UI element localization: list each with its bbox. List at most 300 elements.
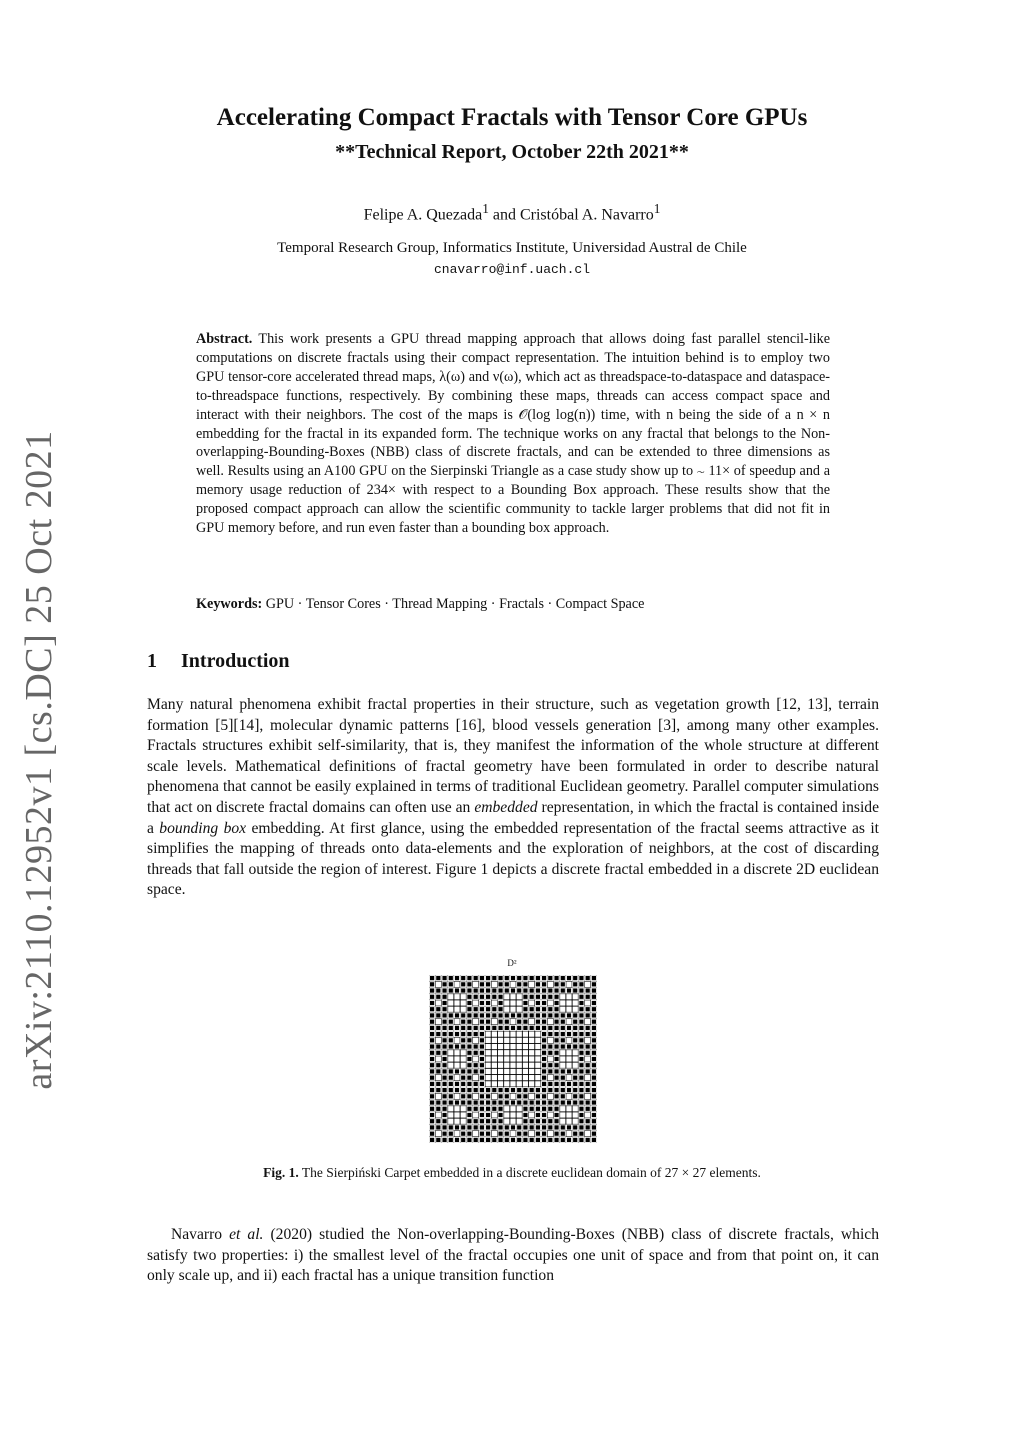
carpet-cell-filled <box>535 1000 540 1005</box>
carpet-cell-empty <box>548 1019 553 1024</box>
carpet-cell-filled <box>560 1088 565 1093</box>
carpet-cell-empty <box>436 1094 441 1099</box>
carpet-cell-empty <box>548 1112 553 1117</box>
carpet-cell-filled <box>473 1025 478 1030</box>
carpet-cell-empty <box>585 1038 590 1043</box>
carpet-cell-filled <box>467 976 472 981</box>
carpet-cell-filled <box>560 1094 565 1099</box>
carpet-cell-empty <box>566 1007 571 1012</box>
carpet-cell-empty <box>436 1112 441 1117</box>
carpet-cell-filled <box>591 976 596 981</box>
carpet-cell-filled <box>523 1025 528 1030</box>
carpet-cell-filled <box>591 1125 596 1130</box>
carpet-cell-empty <box>560 1056 565 1061</box>
carpet-cell-filled <box>498 1094 503 1099</box>
carpet-cell-filled <box>436 1100 441 1105</box>
carpet-cell-filled <box>591 1075 596 1080</box>
carpet-cell-empty <box>566 994 571 999</box>
carpet-cell-empty <box>473 1112 478 1117</box>
carpet-cell-filled <box>461 1025 466 1030</box>
carpet-cell-empty <box>548 1094 553 1099</box>
carpet-cell-empty <box>448 1056 453 1061</box>
carpet-cell-filled <box>554 988 559 993</box>
carpet-cell-filled <box>548 976 553 981</box>
carpet-cell-filled <box>473 988 478 993</box>
carpet-cell-empty <box>485 1075 490 1080</box>
carpet-cell-filled <box>492 1125 497 1130</box>
carpet-cell-filled <box>479 1088 484 1093</box>
carpet-cell-filled <box>554 982 559 987</box>
carpet-cell-filled <box>498 1131 503 1136</box>
carpet-cell-filled <box>591 1081 596 1086</box>
carpet-cell-filled <box>430 1112 435 1117</box>
section-number: 1 <box>147 650 157 672</box>
carpet-cell-filled <box>461 1100 466 1105</box>
carpet-cell-empty <box>510 1131 515 1136</box>
carpet-cell-empty <box>517 1050 522 1055</box>
carpet-cell-filled <box>467 1038 472 1043</box>
carpet-cell-filled <box>467 1112 472 1117</box>
carpet-cell-filled <box>467 994 472 999</box>
carpet-cell-filled <box>591 1032 596 1037</box>
carpet-cell-filled <box>523 1112 528 1117</box>
carpet-cell-empty <box>535 1031 540 1036</box>
carpet-cell-empty <box>448 1106 453 1111</box>
carpet-cell-filled <box>548 1069 553 1074</box>
carpet-cell-empty <box>560 1000 565 1005</box>
carpet-cell-filled <box>548 1088 553 1093</box>
carpet-cell-filled <box>542 1119 547 1124</box>
carpet-cell-filled <box>442 1013 447 1018</box>
carpet-cell-filled <box>585 1069 590 1074</box>
carpet-cell-filled <box>573 1013 578 1018</box>
carpet-cell-filled <box>554 1075 559 1080</box>
carpet-cell-filled <box>486 988 491 993</box>
carpet-cell-filled <box>566 1044 571 1049</box>
carpet-cell-filled <box>542 982 547 987</box>
carpet-cell-filled <box>591 1013 596 1018</box>
carpet-cell-filled <box>504 1094 509 1099</box>
carpet-cell-filled <box>535 1094 540 1099</box>
carpet-cell-empty <box>517 994 522 999</box>
para-text: representation, in which the fractal is contained inside a <box>147 798 880 837</box>
carpet-cell-empty <box>498 1031 503 1036</box>
author-1: Felipe A. Quezada <box>363 206 483 224</box>
carpet-cell-empty <box>585 1056 590 1061</box>
carpet-cell-filled <box>461 1019 466 1024</box>
carpet-cell-filled <box>517 1025 522 1030</box>
carpet-cell-empty <box>585 1000 590 1005</box>
carpet-cell-filled <box>542 1088 547 1093</box>
carpet-cell-filled <box>498 1137 503 1142</box>
carpet-cell-filled <box>523 994 528 999</box>
carpet-cell-filled <box>535 1137 540 1142</box>
carpet-cell-filled <box>542 1013 547 1018</box>
carpet-cell-filled <box>473 976 478 981</box>
carpet-cell-empty <box>504 1038 509 1043</box>
carpet-cell-filled <box>542 994 547 999</box>
carpet-cell-filled <box>430 1044 435 1049</box>
carpet-cell-filled <box>448 976 453 981</box>
carpet-cell-filled <box>560 1025 565 1030</box>
carpet-cell-empty <box>492 982 497 987</box>
carpet-cell-filled <box>442 1131 447 1136</box>
carpet-cell-empty <box>566 1106 571 1111</box>
carpet-cell-filled <box>430 976 435 981</box>
carpet-cell-filled <box>498 1125 503 1130</box>
carpet-cell-empty <box>510 1031 515 1036</box>
carpet-cell-filled <box>442 1081 447 1086</box>
carpet-cell-filled <box>585 1125 590 1130</box>
carpet-cell-filled <box>486 1131 491 1136</box>
carpet-cell-empty <box>492 1038 497 1043</box>
carpet-cell-filled <box>585 1063 590 1068</box>
carpet-cell-empty <box>454 1038 459 1043</box>
carpet-cell-filled <box>486 1100 491 1105</box>
carpet-cell-filled <box>517 982 522 987</box>
carpet-cell-filled <box>523 1094 528 1099</box>
carpet-cell-filled <box>467 982 472 987</box>
carpet-cell-filled <box>498 1088 503 1093</box>
carpet-cell-filled <box>473 1137 478 1142</box>
carpet-cell-empty <box>504 1081 509 1086</box>
carpet-cell-empty <box>573 1119 578 1124</box>
carpet-cell-empty <box>498 1069 503 1074</box>
carpet-cell-filled <box>585 1044 590 1049</box>
carpet-cell-filled <box>510 1025 515 1030</box>
carpet-cell-filled <box>442 1025 447 1030</box>
carpet-cell-filled <box>436 1007 441 1012</box>
carpet-cell-filled <box>467 1119 472 1124</box>
carpet-cell-filled <box>436 1032 441 1037</box>
carpet-cell-filled <box>517 1131 522 1136</box>
carpet-cell-filled <box>454 1032 459 1037</box>
carpet-cell-empty <box>573 1063 578 1068</box>
carpet-cell-empty <box>573 1106 578 1111</box>
carpet-cell-empty <box>448 1119 453 1124</box>
carpet-cell-filled <box>591 1050 596 1055</box>
carpet-cell-empty <box>436 1131 441 1136</box>
carpet-cell-filled <box>461 1125 466 1130</box>
carpet-cell-filled <box>542 1063 547 1068</box>
carpet-cell-filled <box>579 1019 584 1024</box>
carpet-cell-filled <box>523 1100 528 1105</box>
carpet-cell-empty <box>461 1007 466 1012</box>
keywords <box>196 596 830 613</box>
carpet-cell-filled <box>498 1100 503 1105</box>
carpet-cell-filled <box>566 1032 571 1037</box>
carpet-cell-filled <box>542 1137 547 1142</box>
carpet-cell-filled <box>486 1125 491 1130</box>
carpet-cell-filled <box>579 1106 584 1111</box>
carpet-cell-filled <box>517 1013 522 1018</box>
carpet-cell-empty <box>535 1063 540 1068</box>
carpet-cell-empty <box>566 1075 571 1080</box>
carpet-cell-filled <box>430 1019 435 1024</box>
carpet-cell-empty <box>461 1063 466 1068</box>
carpet-cell-filled <box>504 982 509 987</box>
carpet-cell-empty <box>492 1050 497 1055</box>
carpet-cell-filled <box>461 982 466 987</box>
carpet-cell-filled <box>554 1063 559 1068</box>
carpet-cell-filled <box>535 1106 540 1111</box>
carpet-cell-empty <box>454 1050 459 1055</box>
carpet-cell-empty <box>566 1063 571 1068</box>
carpet-cell-filled <box>473 1050 478 1055</box>
carpet-cell-filled <box>430 1025 435 1030</box>
carpet-cell-filled <box>436 1044 441 1049</box>
carpet-cell-empty <box>504 1031 509 1036</box>
carpet-cell-empty <box>498 1038 503 1043</box>
carpet-cell-filled <box>430 1038 435 1043</box>
carpet-cell-filled <box>430 994 435 999</box>
carpet-cell-filled <box>542 1125 547 1130</box>
carpet-cell-filled <box>554 1032 559 1037</box>
carpet-cell-empty <box>436 982 441 987</box>
carpet-cell-filled <box>442 1063 447 1068</box>
carpet-cell-filled <box>448 982 453 987</box>
carpet-cell-filled <box>523 988 528 993</box>
carpet-cell-empty <box>454 1056 459 1061</box>
carpet-cell-filled <box>430 1063 435 1068</box>
carpet-cell-filled <box>585 988 590 993</box>
carpet-cell-filled <box>554 1056 559 1061</box>
carpet-cell-filled <box>430 1007 435 1012</box>
carpet-cell-filled <box>566 1100 571 1105</box>
carpet-cell-empty <box>485 1063 490 1068</box>
carpet-cell-filled <box>566 1137 571 1142</box>
carpet-cell-filled <box>548 1007 553 1012</box>
carpet-cell-empty <box>523 1075 528 1080</box>
carpet-cell-empty <box>548 1000 553 1005</box>
carpet-cell-filled <box>473 1069 478 1074</box>
carpet-cell-filled <box>486 1019 491 1024</box>
carpet-cell-filled <box>548 1081 553 1086</box>
carpet-cell-empty <box>523 1056 528 1061</box>
carpet-cell-filled <box>492 1088 497 1093</box>
carpet-cell-filled <box>579 982 584 987</box>
carpet-cell-empty <box>517 1007 522 1012</box>
carpet-cell-filled <box>486 1013 491 1018</box>
carpet-cell-filled <box>486 982 491 987</box>
carpet-cell-filled <box>560 1019 565 1024</box>
carpet-cell-filled <box>486 1088 491 1093</box>
carpet-cell-empty <box>529 1019 534 1024</box>
carpet-cell-filled <box>442 1088 447 1093</box>
carpet-cell-empty <box>529 1044 534 1049</box>
carpet-cell-empty <box>560 1063 565 1068</box>
carpet-cell-filled <box>467 1131 472 1136</box>
carpet-cell-filled <box>573 1125 578 1130</box>
carpet-cell-empty <box>498 1050 503 1055</box>
carpet-cell-filled <box>542 1112 547 1117</box>
carpet-cell-filled <box>467 1063 472 1068</box>
carpet-cell-filled <box>479 1019 484 1024</box>
carpet-cell-filled <box>523 1131 528 1136</box>
carpet-cell-filled <box>436 1025 441 1030</box>
carpet-cell-filled <box>591 1000 596 1005</box>
carpet-cell-filled <box>566 1081 571 1086</box>
carpet-cell-empty <box>560 1119 565 1124</box>
carpet-cell-empty <box>454 1112 459 1117</box>
section-heading <box>147 650 290 673</box>
carpet-cell-filled <box>510 1013 515 1018</box>
carpet-cell-filled <box>442 1075 447 1080</box>
carpet-cell-filled <box>467 1044 472 1049</box>
carpet-cell-empty <box>454 1075 459 1080</box>
carpet-cell-filled <box>554 1013 559 1018</box>
carpet-cell-filled <box>591 1119 596 1124</box>
carpet-cell-filled <box>517 1088 522 1093</box>
carpet-cell-filled <box>479 982 484 987</box>
carpet-cell-filled <box>467 1056 472 1061</box>
carpet-cell-filled <box>579 1032 584 1037</box>
carpet-cell-filled <box>591 1056 596 1061</box>
carpet-cell-filled <box>535 1025 540 1030</box>
carpet-cell-filled <box>573 1032 578 1037</box>
carpet-cell-empty <box>485 1050 490 1055</box>
carpet-cell-empty <box>510 1069 515 1074</box>
carpet-cell-filled <box>442 1044 447 1049</box>
carpet-cell-filled <box>467 1050 472 1055</box>
carpet-cell-filled <box>467 1032 472 1037</box>
carpet-cell-empty <box>492 1031 497 1036</box>
carpet-cell-empty <box>510 982 515 987</box>
carpet-cell-filled <box>579 1050 584 1055</box>
carpet-cell-filled <box>585 1007 590 1012</box>
carpet-cell-filled <box>498 1019 503 1024</box>
author-separator: and <box>488 206 520 224</box>
carpet-cell-filled <box>517 1019 522 1024</box>
author-line <box>0 201 1024 224</box>
carpet-cell-filled <box>448 988 453 993</box>
carpet-cell-filled <box>510 1100 515 1105</box>
carpet-cell-filled <box>436 1119 441 1124</box>
carpet-cell-filled <box>542 1106 547 1111</box>
carpet-cell-filled <box>579 1081 584 1086</box>
carpet-cell-empty <box>573 1112 578 1117</box>
carpet-cell-filled <box>461 976 466 981</box>
carpet-cell-filled <box>510 988 515 993</box>
carpet-cell-filled <box>560 1044 565 1049</box>
carpet-cell-filled <box>498 976 503 981</box>
carpet-cell-filled <box>442 1050 447 1055</box>
carpet-cell-empty <box>485 1081 490 1086</box>
carpet-cell-filled <box>529 976 534 981</box>
carpet-cell-empty <box>560 1007 565 1012</box>
carpet-cell-filled <box>554 1088 559 1093</box>
carpet-cell-empty <box>548 1038 553 1043</box>
carpet-cell-filled <box>461 988 466 993</box>
carpet-cell-filled <box>454 1069 459 1074</box>
carpet-cell-empty <box>566 1000 571 1005</box>
carpet-cell-empty <box>473 1094 478 1099</box>
carpet-cell-empty <box>448 1000 453 1005</box>
carpet-cell-empty <box>585 1094 590 1099</box>
carpet-cell-filled <box>467 1000 472 1005</box>
carpet-cell-filled <box>492 1013 497 1018</box>
carpet-cell-filled <box>479 976 484 981</box>
carpet-cell-filled <box>554 1131 559 1136</box>
carpet-cell-empty <box>517 1044 522 1049</box>
carpet-cell-filled <box>517 1094 522 1099</box>
carpet-cell-filled <box>461 1094 466 1099</box>
carpet-cell-filled <box>461 1131 466 1136</box>
carpet-cell-empty <box>492 1112 497 1117</box>
carpet-cell-empty <box>436 1038 441 1043</box>
carpet-cell-filled <box>504 976 509 981</box>
carpet-cell-empty <box>492 1131 497 1136</box>
carpet-cell-empty <box>504 1050 509 1055</box>
carpet-cell-filled <box>591 1100 596 1105</box>
carpet-cell-filled <box>430 1032 435 1037</box>
carpet-cell-empty <box>485 1069 490 1074</box>
carpet-cell-empty <box>535 1075 540 1080</box>
carpet-cell-filled <box>442 1125 447 1130</box>
carpet-cell-empty <box>566 1119 571 1124</box>
carpet-cell-filled <box>436 1013 441 1018</box>
carpet-cell-filled <box>430 1119 435 1124</box>
carpet-cell-empty <box>566 1019 571 1024</box>
carpet-cell-filled <box>467 1081 472 1086</box>
carpet-cell-filled <box>554 1137 559 1142</box>
carpet-cell-empty <box>448 1007 453 1012</box>
carpet-cell-empty <box>473 1019 478 1024</box>
carpet-cell-filled <box>566 1069 571 1074</box>
carpet-cell-empty <box>529 1056 534 1061</box>
carpet-cell-filled <box>554 1025 559 1030</box>
carpet-cell-filled <box>585 976 590 981</box>
carpet-cell-empty <box>566 1050 571 1055</box>
carpet-cell-empty <box>498 1063 503 1068</box>
carpet-cell-filled <box>591 1025 596 1030</box>
keywords-label: Keywords: <box>196 596 263 612</box>
carpet-cell-filled <box>479 1025 484 1030</box>
carpet-cell-empty <box>461 1119 466 1124</box>
author-email[interactable]: cnavarro@inf.uach.cl <box>433 262 591 277</box>
carpet-cell-filled <box>566 1025 571 1030</box>
carpet-cell-filled <box>529 994 534 999</box>
carpet-cell-empty <box>461 1050 466 1055</box>
carpet-cell-filled <box>479 1137 484 1142</box>
affiliation: Temporal Research Group, Informatics Institute, Universidad Austral de Chile <box>277 240 747 256</box>
carpet-cell-filled <box>554 976 559 981</box>
carpet-cell-filled <box>535 1125 540 1130</box>
carpet-cell-empty <box>529 1131 534 1136</box>
carpet-cell-filled <box>467 1013 472 1018</box>
carpet-cell-empty <box>529 1063 534 1068</box>
carpet-cell-empty <box>529 1081 534 1086</box>
carpet-cell-filled <box>579 1131 584 1136</box>
carpet-cell-filled <box>554 1100 559 1105</box>
carpet-cell-filled <box>579 1044 584 1049</box>
carpet-cell-filled <box>517 1137 522 1142</box>
carpet-cell-empty <box>529 1038 534 1043</box>
carpet-cell-filled <box>442 1137 447 1142</box>
carpet-cell-filled <box>554 1069 559 1074</box>
carpet-cell-filled <box>448 1094 453 1099</box>
carpet-cell-empty <box>485 1056 490 1061</box>
carpet-cell-empty <box>492 1056 497 1061</box>
carpet-cell-filled <box>467 1069 472 1074</box>
carpet-cell-empty <box>517 1056 522 1061</box>
carpet-cell-filled <box>517 976 522 981</box>
carpet-cell-empty <box>510 1112 515 1117</box>
carpet-cell-filled <box>442 1056 447 1061</box>
carpet-cell-filled <box>473 1007 478 1012</box>
carpet-cell-filled <box>535 1119 540 1124</box>
carpet-cell-filled <box>454 1125 459 1130</box>
